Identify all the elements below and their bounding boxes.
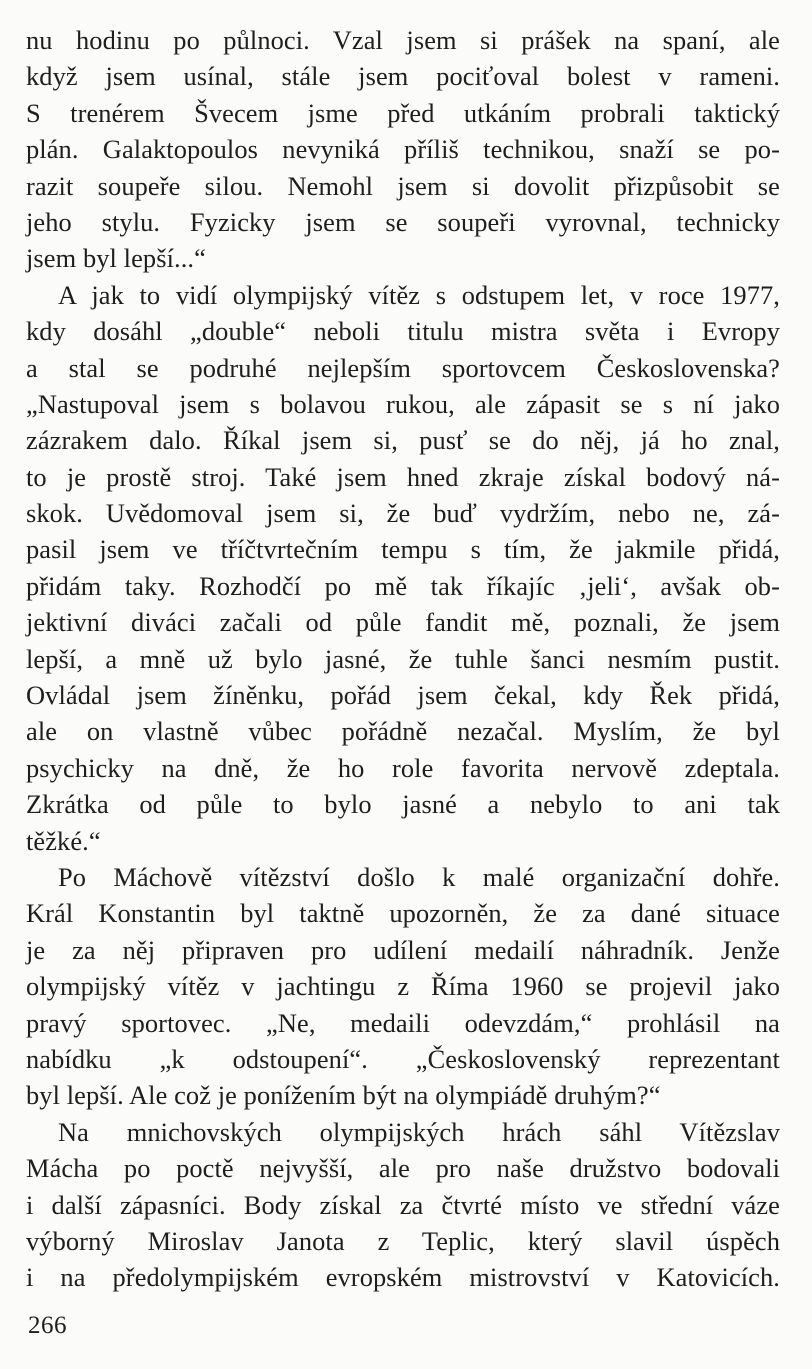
text-line: skok. Uvědomoval jsem si, že buď vydržím, nebo ne, zá-: [26, 498, 780, 529]
paragraph-3: [26, 859, 780, 1114]
text-line: a stal se podruhé nejlepším sportovcem Československa?: [26, 352, 780, 383]
text-line: A jak to vidí olympijský vítěz s odstupem let, v roce 1977,: [58, 279, 780, 310]
text-line: razit soupeře silou. Nemohl jsem si dovolit přizpůsobit se: [26, 170, 780, 201]
text-line: pasil jsem ve tříčtvrtečním tempu s tím, že jakmile přidá,: [26, 534, 780, 565]
text-line: S trenérem Švecem jsme před utkáním probrali taktický: [26, 97, 780, 128]
text-line: lepší, a mně už bylo jasné, že tuhle šanci nesmím pustit.: [26, 643, 780, 674]
page-number: 266: [28, 1312, 67, 1339]
text-line: Král Konstantin byl taktně upozorněn, že za dané situace: [26, 898, 780, 929]
text-line: nu hodinu po půlnoci. Vzal jsem si prášek na spaní, ale: [26, 25, 780, 55]
text-line: zázrakem dalo. Říkal jsem si, pusť se do něj, já ho znal,: [26, 425, 780, 456]
text-line: Po Máchově vítězství došlo k malé organizační dohře.: [58, 861, 780, 892]
text-line: Na mnichovských olympijských hrách sáhl Vítězslav: [58, 1116, 780, 1147]
text-line: olympijský vítěz v jachtingu z Říma 1960 se projevil jako: [26, 971, 780, 1002]
text-line: pravý sportovec. „Ne, medaili odevzdám,“ prohlásil na: [26, 1007, 780, 1038]
text-line: i na předolympijském evropském mistrovství v Katovicích.: [26, 1262, 780, 1293]
text-line: těžké.“: [26, 825, 101, 856]
text-line: psychicky na dně, že ho role favorita nervově zdeptala.: [26, 752, 780, 783]
text-line: to je prostě stroj. Také jsem hned zkraje získal bodový ná-: [26, 461, 780, 492]
text-line: výborný Miroslav Janota z Teplic, který slavil úspěch: [26, 1225, 780, 1256]
text-line: byl lepší. Ale což je ponížením být na olympiádě druhým?“: [26, 1080, 661, 1111]
text-line: ale on vlastně vůbec pořádně nezačal. Myslím, že byl: [26, 716, 780, 747]
text-line: je za něj připraven pro udílení medailí náhradník. Jenže: [26, 934, 780, 965]
text-line: když jsem usínal, stále jsem pociťoval bolest v rameni.: [26, 61, 780, 92]
text-line: jektivní diváci začali od půle fandit mě, poznali, že jsem: [26, 607, 780, 638]
page-body: [26, 22, 780, 1296]
text-line: přidám taky. Rozhodčí po mě tak říkajíc ‚jeli‘, avšak ob-: [26, 570, 780, 601]
text-line: „Nastupoval jsem s bolavou rukou, ale zápasit se s ní jako: [26, 388, 780, 419]
paragraph-4: [26, 1114, 780, 1296]
paragraph-1: [26, 22, 780, 277]
paragraph-2: [26, 277, 780, 859]
text-line: Zkrátka od půle to bylo jasné a nebylo to ani tak: [26, 789, 780, 820]
text-line: plán. Galaktopoulos nevyniká příliš technikou, snaží se po-: [26, 134, 780, 165]
text-line: Mácha po poctě nejvyšší, ale pro naše družstvo bodovali: [26, 1153, 780, 1184]
text-line: nabídku „k odstoupení“. „Československý reprezentant: [26, 1043, 780, 1074]
text-line: jsem byl lepší...“: [26, 243, 206, 274]
text-line: i další zápasníci. Body získal za čtvrté místo ve střední váze: [26, 1189, 780, 1220]
text-line: jeho stylu. Fyzicky jsem se soupeři vyrovnal, technicky: [26, 206, 780, 237]
text-line: kdy dosáhl „double“ neboli titulu mistra světa i Evropy: [26, 316, 780, 347]
text-line: Ovládal jsem žíněnku, pořád jsem čekal, kdy Řek přidá,: [26, 680, 780, 711]
